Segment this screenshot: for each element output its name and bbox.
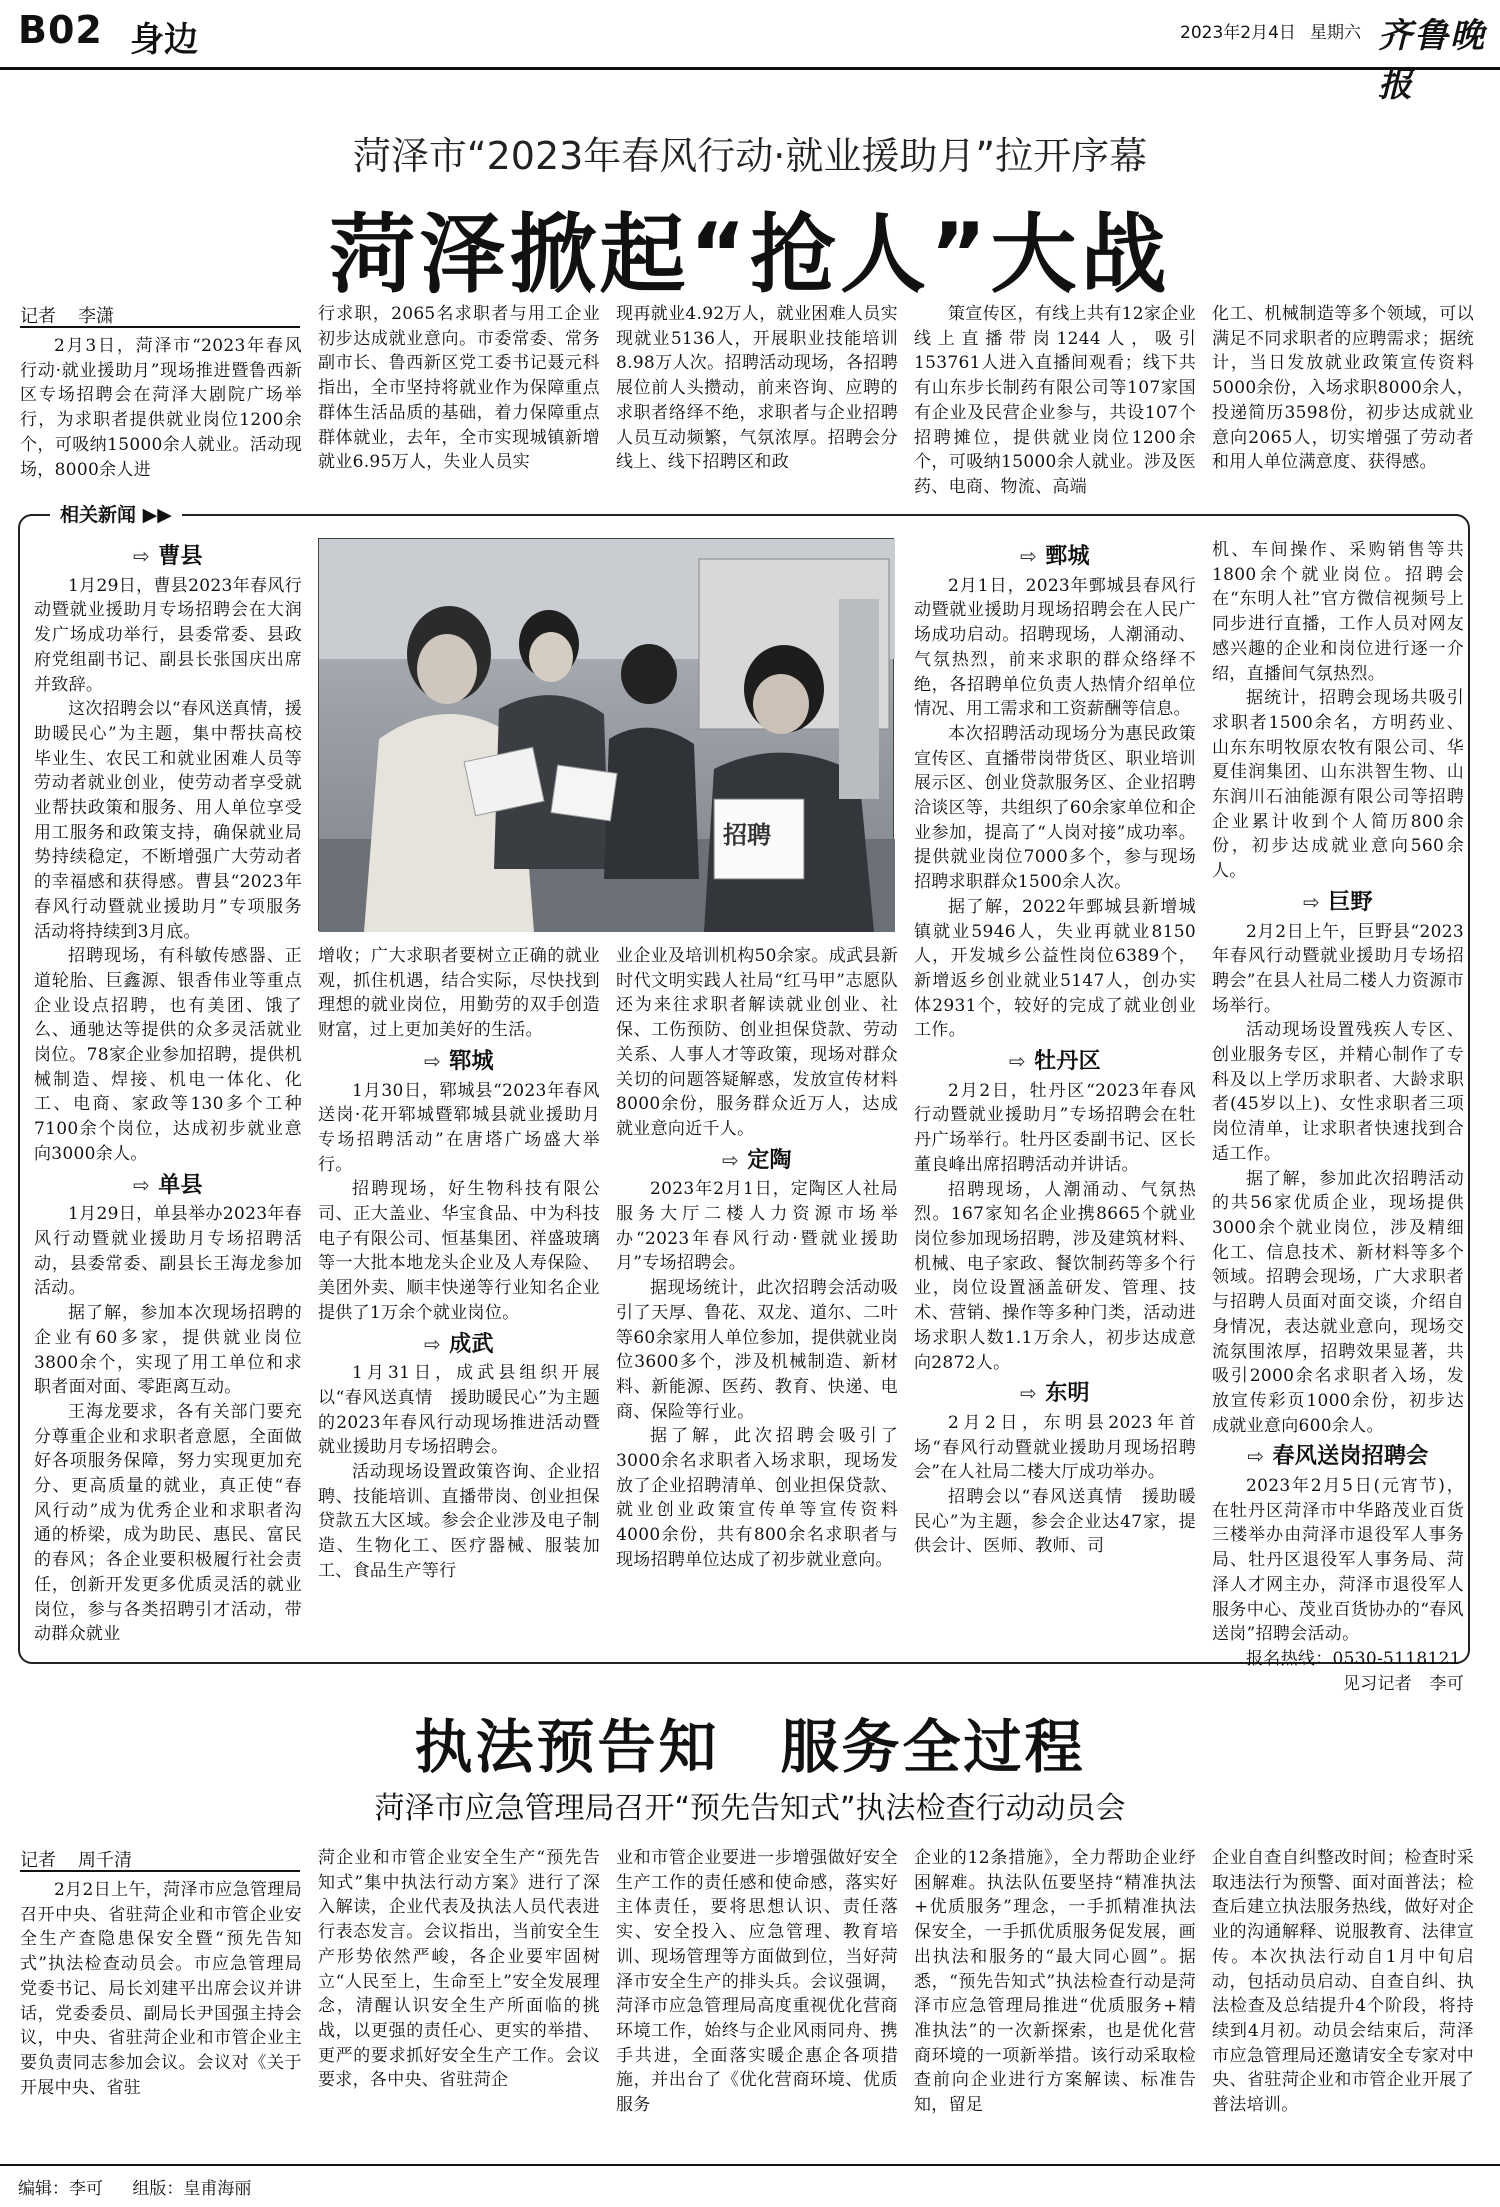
city-heading-caoxian: ⇨ 曹县 <box>133 544 203 569</box>
related-col-5: 机、车间操作、采购销售等共1800余个就业岗位。招聘会在“东明人社”官方微信视频号上同步进行直播，工作人员对网友感兴趣的企业和岗位进行逐一介绍，直播间气氛热烈。 据统计，招聘会现场共吸引求职者1500余名，方明药业、山东东明牧原农牧有限公司、华夏佳润集团、山东洪智生物、山东润川石油能源有限公司等招聘企业累计收到个人简历800余份，初步达成就业意向560余人。 ⇨ 巨野 2月2日上午，巨野县“2023年春风行动暨就业援助月专场招聘会”在县人社局二楼人力资源市场举行。 活动现场设置残疾人专区、创业服务专区，并精心制作了专科及以上学历求职者、大龄求职者(45岁以上)、女性求职者三项岗位清单，让求职者快速找到合适工作。 据了解，参加此次招聘活动的共56家优质企业，现场提供3000余个就业岗位，涉及精细化工、信息技术、新材料等多个领域。招聘会现场，广大求职者与招聘人员面对面交谈，介绍自身情况，表达就业意向，现场交流氛围浓厚，招聘效果显著，共吸引2000余名求职者入场，发放宣传彩页1000余份，初步达成就业意向600余人。 ⇨ 春风送岗招聘会 2023年2月5日(元宵节)，在牡丹区菏泽市中华路茂业百货三楼举办由菏泽市退役军人事务局、牡丹区退役军人事务局、菏泽人才网主办，菏泽市退役军人服务中心、茂业百货协办的“春风送岗”招聘会活动。 报名热线：0530-5118121 见习记者 李可 <box>1212 538 1464 1653</box>
city-heading-shanxian: ⇨ 单县 <box>133 1172 203 1198</box>
city-heading-juancheng: ⇨ 鄄城 <box>1020 544 1090 569</box>
photo-sign-text: 招聘 <box>723 821 771 849</box>
article1-col-1: 2月3日，菏泽市“2023年春风行动·就业援助月”现场推进暨鲁西新区专场招聘会在菏泽大剧院广场举行，为求职者提供就业岗位1200余个，可吸纳15000余人就业。活动现场，8000余人进 <box>20 336 302 480</box>
city-heading-chunfeng: ⇨ 春风送岗招聘会 <box>1247 1444 1429 1470</box>
related-col-3: 业企业及培训机构50余家。成武县新时代文明实践人社局“红马甲”志愿队还为来往求职者解读就业创业、社保、工伤预防、创业担保贷款、劳动关系、人事人才等政策，现场对群众关切的问题答疑解惑，发放宣传材料8000余份，服务群众近万人，达成就业意向近千人。 ⇨ 定陶 2023年2月1日，定陶区人社局服务大厅二楼人力资源市场举办“2023年春风行动·暨就业援助月”专场招聘会。 据现场统计，此次招聘会活动吸引了天厚、鲁花、双龙、道尔、二叶等60余家用人单位参加，提供就业岗位3600多个，涉及机械制造、新材料、新能源、医药、教育、快递、电商、保险等行业。 据了解，此次招聘会吸引了3000余名求职者入场求职，现场发放了企业招聘清单、创业担保贷款、就业创业政策宣传单等宣传资料4000余份，共有800余名求职者与现场招聘单位达成了初步就业意向。 <box>616 946 898 1570</box>
article1-subtitle: 菏泽市“2023年春风行动·就业援助月”拉开序幕 <box>352 134 1148 178</box>
layout-credit: 组版：皇甫海丽 <box>132 2179 252 2199</box>
city-heading-dingtao: ⇨ 定陶 <box>722 1147 792 1173</box>
arrow-icon: ⇨ <box>133 1172 151 1197</box>
article1-byline <box>20 302 114 328</box>
article2-col-5: 企业自查自纠整改时间；检查时采取违法行为预警、面对面普法；检查后建立执法服务热线，做好对企业的沟通解释、说服教育、法律宣传。本次执法行动自1月中旬启动，包括动员启动、自查自纠、执法检查及总结提升4个阶段，将持续到4月初。动员会结束后，菏泽市应急管理局还邀请安全专家对中央、省驻菏企业和市管企业开展了普法培训。 <box>1212 1848 1474 2116</box>
city-heading-chengwu: ⇨ 成武 <box>424 1331 494 1357</box>
article2-col-3: 业和市管企业要进一步增强做好安全生产工作的责任感和使命感，落实好主体责任，要将思想认识、责任落实、安全投入、应急管理、教育培训、现场管理等方面做到位，当好菏泽市安全生产的排头兵。会议强调，菏泽市应急管理局高度重视优化营商环境工作，始终与企业风雨同舟、携手共进，全面落实暖企惠企各项措施，并出台了《优化营商环境、优质服务 <box>616 1848 898 2116</box>
arrow-icon: ⇨ <box>133 544 151 568</box>
city-heading-yuncheng: ⇨ 郓城 <box>424 1048 494 1074</box>
issue-date: 2023年2月4日 <box>1180 23 1296 43</box>
article2-col-2: 菏企业和市管企业安全生产“预先告知式”集中执法行动方案》进行了深入解读，企业代表及执法人员代表进行表态发言。会议指出，当前安全生产形势依然严峻，各企业要牢固树立“人民至上，生命至上”安全发展理念，清醒认识安全生产所面临的挑战，以更强的责任心、更实的举措、更严的要求抓好安全生产工作。会议要求，各中央、省驻菏企 <box>318 1848 600 2091</box>
article1-col-5: 化工、机械制造等多个领域，可以满足不同求职者的应聘需求；据统计，当日发放就业政策宣传资料5000余份，入场求职8000余人，投递简历3598份，初步达成就业意向2065人，切实增强了劳动者和用人单位满意度、获得感。 <box>1212 304 1474 473</box>
editor-credit: 编辑：李可 <box>18 2179 103 2199</box>
page-number: B02 <box>18 8 103 52</box>
city-heading-mudan: ⇨ 牡丹区 <box>1009 1049 1101 1075</box>
newspaper-logo: 齐鲁晚报 <box>1378 16 1486 105</box>
related-news-tag: 相关新闻 ▶▶ <box>50 500 182 527</box>
related-col-1: ⇨ 曹县 1月29日，曹县2023年春风行动暨就业援助月专场招聘会在大润发广场成功举行，县委常委、县政府党组副书记、副县长张国庆出席并致辞。 这次招聘会以“春风送真情，援助暖民心”为主题，集中帮扶高校毕业生、农民工和就业困难人员等劳动者就业创业，使劳动者享受就业帮扶政策和服务、用人单位享受用工服务和政策支持，确保就业局势持续稳定，不断增强广大劳动者的幸福感和获得感。曹县“2023年春风行动暨就业援助月”专项服务活动将持续到3月底。 招聘现场，有科敏传感器、正道轮胎、巨鑫源、银香伟业等重点企业设点招聘，也有美团、饿了么、通驰达等提供的众多灵活就业岗位。78家企业参加招聘，提供机械制造、焊接、机电一体化、化工、电商、家政等130多个工种7100余个岗位，达成初步就业意向3000余人。 ⇨ 单县 1月29日，单县举办2023年春风行动暨就业援助月专场招聘活动，县委常委、副县长王海龙参加活动。 据了解，参加本次现场招聘的企业有60多家，提供就业岗位3800余个，实现了用工单位和求职者面对面、零距离互动。 王海龙要求，各有关部门要充分尊重企业和求职者意愿，全面做好各项服务保障，努力实现更加充分、更高质量的就业，真正使“春风行动”成为优秀企业和求职者沟通的桥梁，成为助民、惠民、富民的春风；各企业要积极履行社会责任，创新开发更多优质灵活的就业岗位，参与各类招聘引才活动，带动群众就业 <box>34 544 302 1645</box>
related-col-4: ⇨ 鄄城 2月1日，2023年鄄城县春风行动暨就业援助月现场招聘会在人民广场成功启动。招聘现场，人潮涌动、气氛热烈，前来求职的群众络绎不绝，各招聘单位负责人热情介绍单位情况、用工需求和工资薪酬等信息。 本次招聘活动现场分为惠民政策宣传区、直播带岗带货区、职业培训展示区、创业贷款服务区、企业招聘洽谈区等，共组织了60余家单位和企业参加，提高了“人岗对接”成功率。提供就业岗位7000多个，参与现场招聘求职群众1500余人次。 据了解，2022年鄄城县新增城镇就业5946人，失业再就业8150人，开发城乡公益性岗位6389个，新增返乡创业就业5147人，创办实体2931个，较好的完成了就业创业工作。 ⇨ 牡丹区 2月2日，牡丹区“2023年春风行动暨就业援助月”专场招聘会在牡丹广场举行。牡丹区委副书记、区长董良峰出席招聘活动并讲话。 招聘现场，人潮涌动、气氛热烈。167家知名企业携8665个就业岗位参加现场招聘，涉及建筑材料、机械、电子家政、餐饮制药等多个行业，岗位设置涵盖研发、管理、技术、营销、操作等多种门类，活动进场求职人数1.1万余人，初步达成意向2872人。 ⇨ 东明 2月2日，东明县2023年首场“春风行动暨就业援助月现场招聘会”在人社局二楼大厅成功举办。 招聘会以“春风送真情 援助暖民心”为主题，参会企业达47家，提供会计、医师、教师、司 <box>914 544 1196 1557</box>
article1-col-4: 策宣传区，有线上共有12家企业线上直播带岗1244人，吸引153761人进入直播间观看；线下共有山东步长制药有限公司等107家国有企业及民营企业参与，共设107个招聘摊位，提供就业岗位1200余个，可吸纳15000余人就业。涉及医药、电商、物流、高端 <box>914 304 1196 497</box>
city-heading-dongming: ⇨ 东明 <box>1020 1381 1090 1407</box>
arrow-icon: ⇨ <box>1303 889 1321 914</box>
byline-name: 李潇 <box>78 306 114 327</box>
byline-label: 记者 <box>20 1850 56 1871</box>
photo-illustration <box>319 539 895 932</box>
issue-weekday: 星期六 <box>1310 23 1361 43</box>
related-col-2: 增收；广大求职者要树立正确的就业观，抓住机遇，结合实际，尽快找到理想的就业岗位，用勤劳的双手创造财富，过上更加美好的生活。 ⇨ 郓城 1月30日，郓城县“2023年春风送岗·花开郓城暨郓城县就业援助月专场招聘活动”在唐塔广场盛大举行。 招聘现场，好生物科技有限公司、正大盖业、华宝食品、中为科技电子有限公司、恒基集团、祥盛玻璃等一大批本地龙头企业及人寿保险、美团外卖、顺丰快递等行业知名企业提供了1万余个就业岗位。 ⇨ 成武 1月31日，成武县组织开展以“春风送真情 援助暖民心”为主题的2023年春风行动现场推进活动暨就业援助月专场招聘会。 活动现场设置政策咨询、企业招聘、技能培训、直播带岗、创业担保贷款五大区域。参会企业涉及电子制造、生物化工、医疗器械、服装加工、食品生产等行 <box>318 946 600 1581</box>
arrow-icon: ⇨ <box>1009 1049 1027 1074</box>
article2-subtitle: 菏泽市应急管理局召开“预先告知式”执法检查行动动员会 <box>374 1791 1126 1826</box>
arrow-icon: ⇨ <box>1247 1444 1265 1469</box>
article1-col-2: 行求职，2065名求职者与用工企业初步达成就业意向。市委常委、常务副市长、鲁西新区党工委书记聂元科指出，全市坚持将就业作为保障重点群体生活品质的基础，着力保障重点群体就业，去年，全市实现城镇新增就业6.95万人，失业人员实 <box>318 304 600 473</box>
reporter-credit: 见习记者 李可 <box>1342 1673 1464 1694</box>
city-heading-juye: ⇨ 巨野 <box>1303 889 1373 915</box>
arrow-icon: ⇨ <box>1020 544 1038 568</box>
article1-title: 菏泽掀起“抢人”大战 <box>329 205 1171 305</box>
byline-rule <box>20 326 300 328</box>
article2-col-1: 2月2日上午，菏泽市应急管理局召开中央、省驻菏企业和市管企业安全生产查隐患保安全暨“预先告知式”执法检查动员会。市应急管理局党委书记、局长刘建平出席会议并讲话，党委委员、副局长尹国强主持会议，中央、省驻菏企业和市管企业主要负责同志参加会议。会议对《关于开展中央、省驻 <box>20 1880 302 2098</box>
news-photo-job-fair <box>318 538 894 931</box>
byline-label: 记者 <box>20 306 56 327</box>
byline-rule <box>20 1870 300 1872</box>
byline-name: 周千清 <box>78 1850 132 1871</box>
arrow-icon: ⇨ <box>424 1331 442 1356</box>
article2-title: 执法预告知 服务全过程 <box>414 1713 1086 1781</box>
section-name: 身边 <box>130 20 198 60</box>
article2-col-4: 企业的12条措施》，全力帮助企业纾困解难。执法队伍要坚持“精准执法+优质服务”理念，一手抓精准执法保安全，一手抓优质服务促发展，画出执法和服务的“最大同心圆”。据悉，“预先告知式”执法检查行动是菏泽市应急管理局推进“优质服务+精准执法”的一次新探索，也是优化营商环境的一项新举措。该行动采取检查前向企业进行方案解读、标准告知，留足 <box>914 1848 1196 2116</box>
article1-col-3: 现再就业4.92万人，就业困难人员实现就业5136人，开展职业技能培训8.98万人次。招聘活动现场，各招聘展位前人头攒动，前来咨询、应聘的求职者络绎不绝，求职者与企业招聘人员互动频繁，气氛浓厚。招聘会分线上、线下招聘区和政 <box>616 304 898 473</box>
arrow-icon: ⇨ <box>424 1048 442 1073</box>
arrow-icon: ⇨ <box>1020 1381 1038 1406</box>
page-footer <box>0 2164 1500 2207</box>
arrow-icon: ⇨ <box>722 1147 740 1172</box>
article2-byline <box>20 1846 132 1872</box>
